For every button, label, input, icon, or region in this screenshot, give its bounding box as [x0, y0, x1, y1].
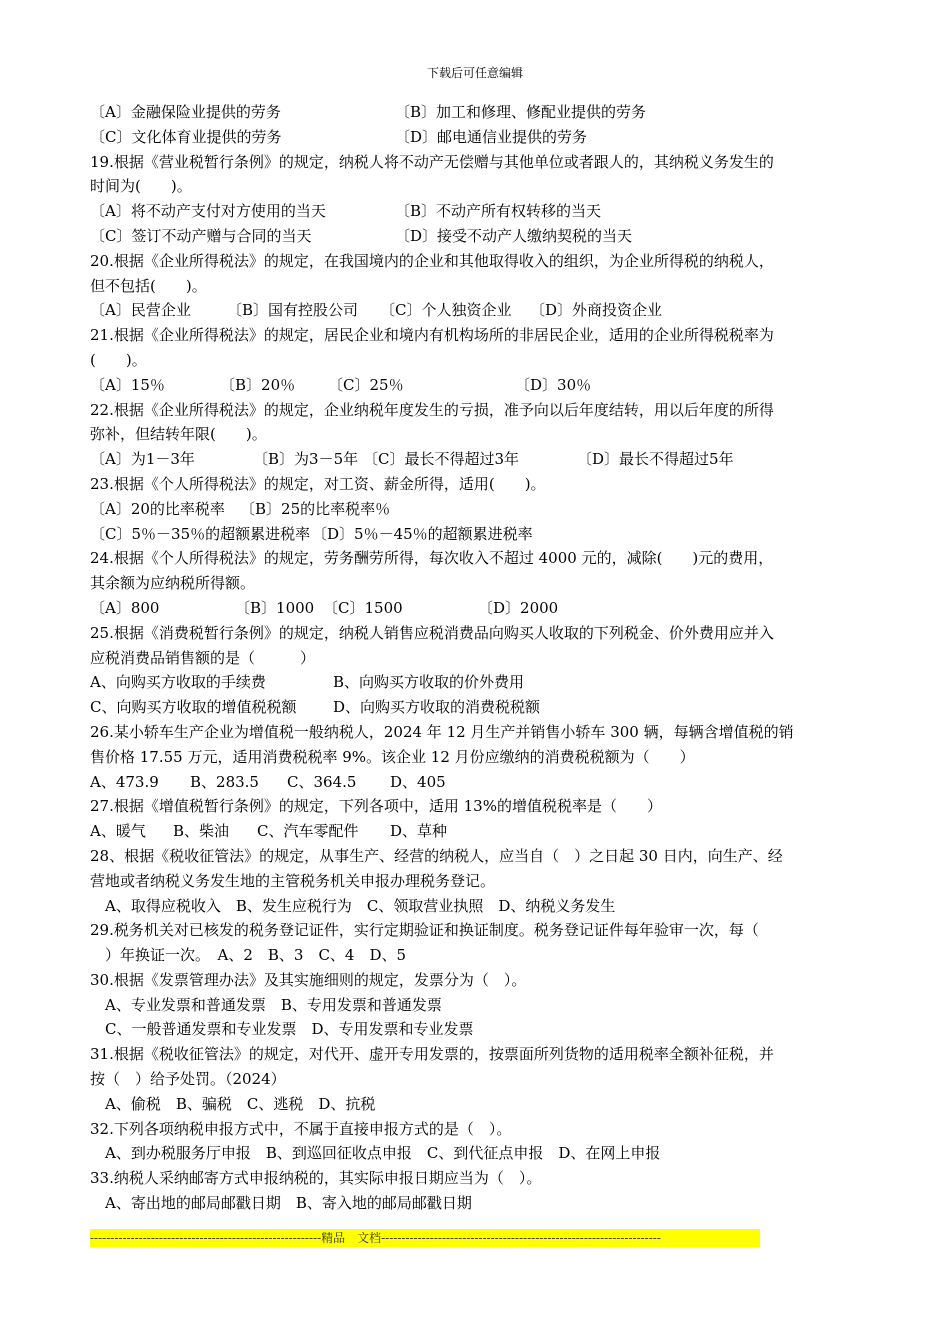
- option-text: 〔C〕最长不得超过3年: [363, 450, 520, 469]
- text-line: A、到办税服务厅申报 B、到巡回征收点申报 C、到代征点申报 D、在网上申报: [90, 1144, 661, 1163]
- option-text: B、柴油: [173, 822, 230, 841]
- text-line: 21.根据《企业所得税法》的规定，居民企业和境内有机构场所的非居民企业，适用的企业所得税税率为: [90, 326, 774, 345]
- option-text: 〔C〕25％: [328, 375, 404, 394]
- option-text: 〔C〕1500: [323, 598, 403, 617]
- option-text: 〔A〕将不动产支付对方使用的当天: [90, 202, 326, 221]
- option-text: 〔B〕加工和修理、修配业提供的劳务: [395, 103, 647, 121]
- option-text: B、向购买方收取的价外费用: [333, 673, 525, 692]
- option-text: A、473.9: [90, 772, 159, 791]
- text-line: ( )。: [90, 350, 147, 369]
- option-text: 〔D〕接受不动产人缴纳契税的当天: [395, 226, 633, 245]
- text-line: [90, 695, 860, 720]
- option-text: 〔C〕个人独资企业: [380, 301, 512, 320]
- text-line: [90, 497, 860, 522]
- text-line: 33.纳税人采纳邮寄方式申报纳税的，其实际申报日期应当为（ ）。: [90, 1169, 542, 1188]
- text-line: 24.根据《个人所得税法》的规定，劳务酬劳所得，每次收入不超过 4000 元的，减除( )元的费用，: [90, 549, 774, 568]
- text-line: 32.下列各项纳税申报方式中，不属于直接申报方式的是（ ）。: [90, 1119, 512, 1138]
- text-line: [90, 373, 860, 398]
- text-line: A、取得应税收入 B、发生应税行为 C、领取营业执照 D、纳税义务发生: [90, 896, 616, 915]
- option-text: 〔B〕为3－5年: [253, 450, 359, 469]
- text-line: 其余额为应纳税所得额。: [90, 574, 256, 593]
- text-line: [90, 522, 860, 547]
- text-line: A、寄出地的邮局邮戳日期 B、寄入地的邮局邮戳日期: [90, 1194, 472, 1213]
- text-line: 营地或者纳税义务发生地的主管税务机关申报办理税务登记。: [90, 871, 496, 890]
- text-line: 25.根据《消费税暂行条例》的规定，纳税人销售应税消费品向购买人收取的下列税金、价外费用应并入: [90, 623, 774, 642]
- text-line: 28、根据《税收征管法》的规定，从事生产、经营的纳税人，应当自（ ）之日起 30 日内，向生产、经: [90, 846, 783, 865]
- option-text: 〔D〕5％－45％的超额累进税率: [312, 524, 533, 543]
- text-line: [90, 819, 860, 844]
- text-line: [90, 298, 860, 323]
- option-text: C、向购买方收取的增值税税额: [90, 698, 297, 717]
- text-line: A、专业发票和普通发票 B、专用发票和普通发票: [90, 995, 442, 1014]
- text-line: 22.根据《企业所得税法》的规定，企业纳税年度发生的亏损，准予向以后年度结转，用以后年度的所得: [90, 400, 774, 419]
- text-line: 19.根据《营业税暂行条例》的规定，纳税人将不动产无偿赠与其他单位或者跟人的，其纳税义务发生的: [90, 152, 774, 171]
- text-line: 31.根据《税收征管法》的规定，对代开、虚开专用发票的，按票面所列货物的适用税率全额补征税，并: [90, 1045, 774, 1064]
- text-line: [90, 224, 860, 249]
- text-line: ）年换证一次。 A、2 B、3 C、4 D、5: [90, 946, 407, 965]
- option-text: 〔D〕30％: [515, 375, 592, 394]
- option-text: 〔D〕外商投资企业: [530, 301, 663, 320]
- text-line: 时间为( )。: [90, 177, 192, 196]
- option-text: 〔C〕文化体育业提供的劳务: [90, 127, 282, 146]
- text-line: C、一般普通发票和专业发票 D、专用发票和专业发票: [90, 1020, 474, 1039]
- page-header: 下载后可任意编辑: [426, 66, 523, 80]
- option-text: C、364.5: [287, 772, 357, 791]
- text-line: [90, 670, 860, 695]
- option-text: 〔A〕15％: [90, 375, 165, 394]
- option-text: 〔C〕5％－35％的超额累进税率: [90, 524, 311, 543]
- option-text: 〔A〕800: [90, 598, 160, 617]
- text-line: [90, 199, 860, 224]
- option-text: B、283.5: [190, 772, 259, 791]
- text-line: 按（ ）给予处罚。（2024）: [90, 1070, 286, 1089]
- text-line: [90, 447, 860, 472]
- option-text: 〔B〕国有控股公司: [227, 301, 359, 320]
- text-line: 售价格 17.55 万元，适用消费税税率 9%。该企业 12 月份应缴纳的消费税税额为（ ）: [90, 747, 695, 766]
- option-text: D、向购买方收取的消费税税额: [333, 698, 541, 717]
- option-text: 〔A〕民营企业: [90, 301, 191, 320]
- option-text: D、草种: [390, 822, 448, 841]
- text-line: 应税消费品销售额的是（ ）: [90, 648, 316, 667]
- text-line: [90, 100, 860, 125]
- text-line: 弥补，但结转年限( )。: [90, 425, 267, 444]
- option-text: 〔A〕20的比率税率: [90, 499, 225, 518]
- text-line: 30.根据《发票管理办法》及其实施细则的规定，发票分为（ ）。: [90, 970, 527, 989]
- option-text: 〔A〕为1－3年: [90, 450, 195, 469]
- option-text: 〔B〕25的比率税率％: [240, 499, 391, 518]
- text-line: 26.某小轿车生产企业为增值税一般纳税人，2024 年 12 月生产并销售小轿车 300 辆，每辆含增值税的销: [90, 722, 794, 741]
- text-line: A、偷税 B、骗税 C、逃税 D、抗税: [90, 1094, 376, 1113]
- document-body: [90, 100, 860, 1216]
- text-line: [90, 596, 860, 621]
- option-text: 〔A〕金融保险业提供的劳务: [90, 103, 281, 121]
- page-footer: ---------------------------------------------------------精品 文档---------------------------------------------------------------------: [90, 1229, 760, 1247]
- option-text: A、向购买方收取的手续费: [90, 673, 266, 692]
- text-line: 23.根据《个人所得税法》的规定，对工资、薪金所得，适用( )。: [90, 474, 546, 493]
- option-text: 〔D〕2000: [478, 598, 559, 617]
- option-text: 〔C〕签订不动产赠与合同的当天: [90, 226, 312, 245]
- option-text: D、405: [390, 772, 446, 791]
- option-text: A、暖气: [90, 822, 146, 841]
- text-line: 29.税务机关对已核发的税务登记证件，实行定期验证和换证制度。税务登记证件每年验审一次，每（: [90, 921, 759, 940]
- option-text: 〔D〕邮电通信业提供的劳务: [395, 127, 588, 146]
- option-text: 〔B〕20％: [220, 375, 296, 394]
- option-text: C、汽车零配件: [257, 822, 359, 841]
- option-text: 〔B〕1000: [235, 598, 315, 617]
- option-text: 〔B〕不动产所有权转移的当天: [395, 202, 602, 221]
- text-line: 20.根据《企业所得税法》的规定，在我国境内的企业和其他取得收入的组织，为企业所得税的纳税人，: [90, 251, 774, 270]
- text-line: 27.根据《增值税暂行条例》的规定，下列各项中，适用 13%的增值税税率是（ ）: [90, 797, 662, 816]
- option-text: 〔D〕最长不得超过5年: [577, 450, 734, 469]
- text-line: [90, 770, 860, 795]
- text-line: [90, 125, 860, 150]
- text-line: 但不包括( )。: [90, 276, 207, 295]
